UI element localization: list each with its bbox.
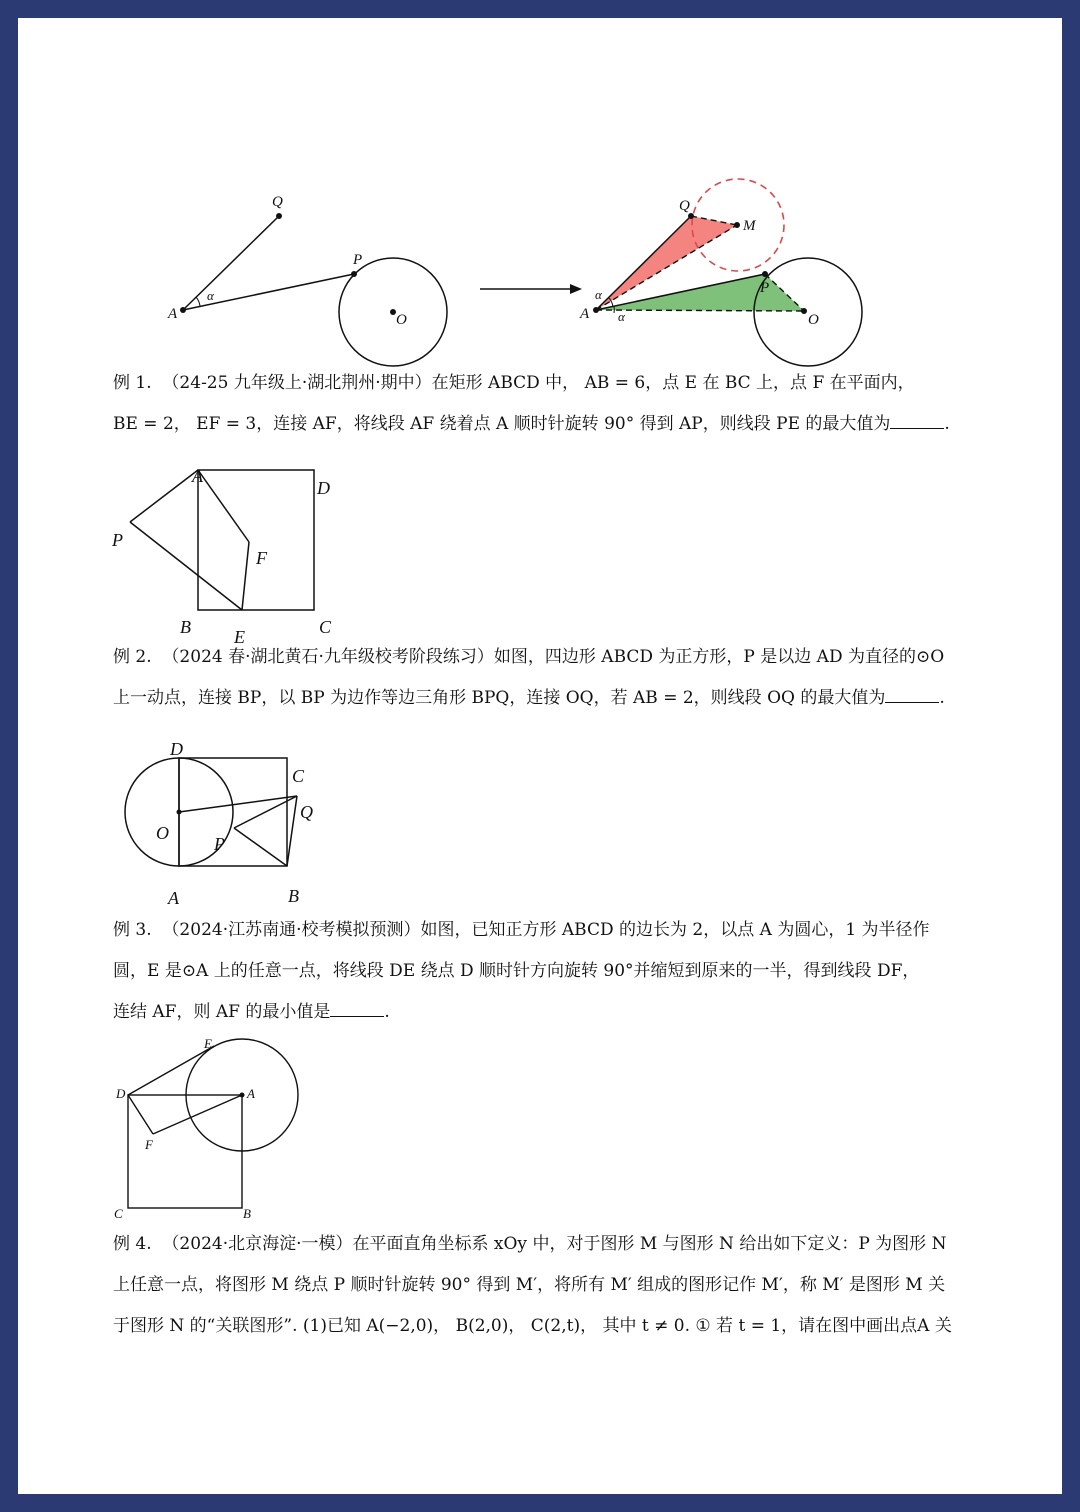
fig1-D: D [317,478,330,498]
answer-blank[interactable] [330,998,384,1017]
fig1-F: F [256,548,267,568]
example-4-text [113,1224,993,1347]
example-1-text [113,363,993,445]
label-A2: A [580,306,590,322]
label-alpha: α [207,288,214,303]
ex1-line2: BE = 2， EF = 3，连接 AF，将线段 AF 绕着点 A 顺时针旋转 90° 得到 AP，则线段 PE 的最大值为 [113,414,891,434]
fig2-C: C [292,766,305,786]
fig2-P: P [214,834,225,854]
fig1-A: A [192,466,203,486]
fig1-P: P [112,530,123,550]
rotation-figure [158,168,888,368]
example-3-figure [106,1036,326,1226]
label-alpha1: α [595,287,602,302]
label-M: M [743,218,756,234]
fig3-E: E [204,1036,212,1051]
fig2-A: A [168,888,179,908]
fig2-B: B [288,886,299,906]
fig2-D: D [170,739,183,759]
label-O: O [396,312,407,328]
ex3-line2: 圆，E 是⊙A 上的任意一点，将线段 DE 绕点 D 顺时针方向旋转 90°并缩短到原来的一半，得到线段 DF， [113,961,920,981]
example-1-figure [106,450,366,650]
ex3-line3: 连结 AF，则 AF 的最小值是 [113,1002,331,1022]
label-P2: P [760,280,770,296]
ex1-line2-end: . [944,414,950,434]
label-Q2: Q [679,198,690,214]
fig3-F: F [145,1137,153,1152]
answer-blank[interactable] [885,684,939,703]
ex2-line1: 例 2. （2024 春·湖北黄石·九年级校考阶段练习）如图，四边形 ABCD 为正方形，P 是以边 AD 为直径的⊙O [113,647,945,667]
example-3-text [113,910,993,1033]
ex2-line2: 上一动点，连接 BP，以 BP 为边作等边三角形 BPQ，连接 OQ，若 AB = 2，则线段 OQ 的最大值为 [113,688,886,708]
fig3-A: A [247,1086,255,1101]
fig3-B: B [243,1206,251,1221]
ex4-line2: 上任意一点，将图形 M 绕点 P 顺时针旋转 90° 得到 M′，将所有 M′ 组成的图形记作 M′，称 M′ 是图形 M 关 [113,1275,946,1295]
example-2-figure [118,738,358,918]
document-page [18,18,1062,1494]
label-O2: O [808,312,819,328]
ex3-line3-end: . [384,1002,390,1022]
answer-blank[interactable] [890,410,944,429]
ex3-line1: 例 3. （2024·江苏南通·校考模拟预测）如图，已知正方形 ABCD 的边长为 2，以点 A 为圆心，1 为半径作 [113,920,930,940]
ex1-line1: 例 1. （24-25 九年级上·湖北荆州·期中）在矩形 ABCD 中， AB = 6，点 E 在 BC 上，点 F 在平面内， [113,373,915,393]
ex2-line2-end: . [939,688,945,708]
fig1-B: B [180,617,191,637]
fig3-D: D [116,1086,126,1101]
ex4-line1: 例 4. （2024·北京海淀·一模）在平面直角坐标系 xOy 中，对于图形 M 与图形 N 给出如下定义：P 为图形 N [113,1234,947,1254]
label-P: P [353,252,363,268]
label-alpha2: α [618,309,625,324]
fig1-C: C [319,617,332,637]
fig2-O: O [156,823,169,843]
label-A: A [168,306,178,322]
label-Q: Q [272,194,283,210]
ex4-line3: 于图形 N 的“关联图形”. (1)已知 A(−2,0)， B(2,0)， C(2,t)， 其中 t ≠ 0. ① 若 t = 1，请在图中画出点A 关 [113,1316,952,1336]
fig3-C: C [114,1206,123,1221]
fig1-E: E [234,627,245,647]
fig2-Q: Q [300,802,313,822]
example-2-text [113,637,993,719]
